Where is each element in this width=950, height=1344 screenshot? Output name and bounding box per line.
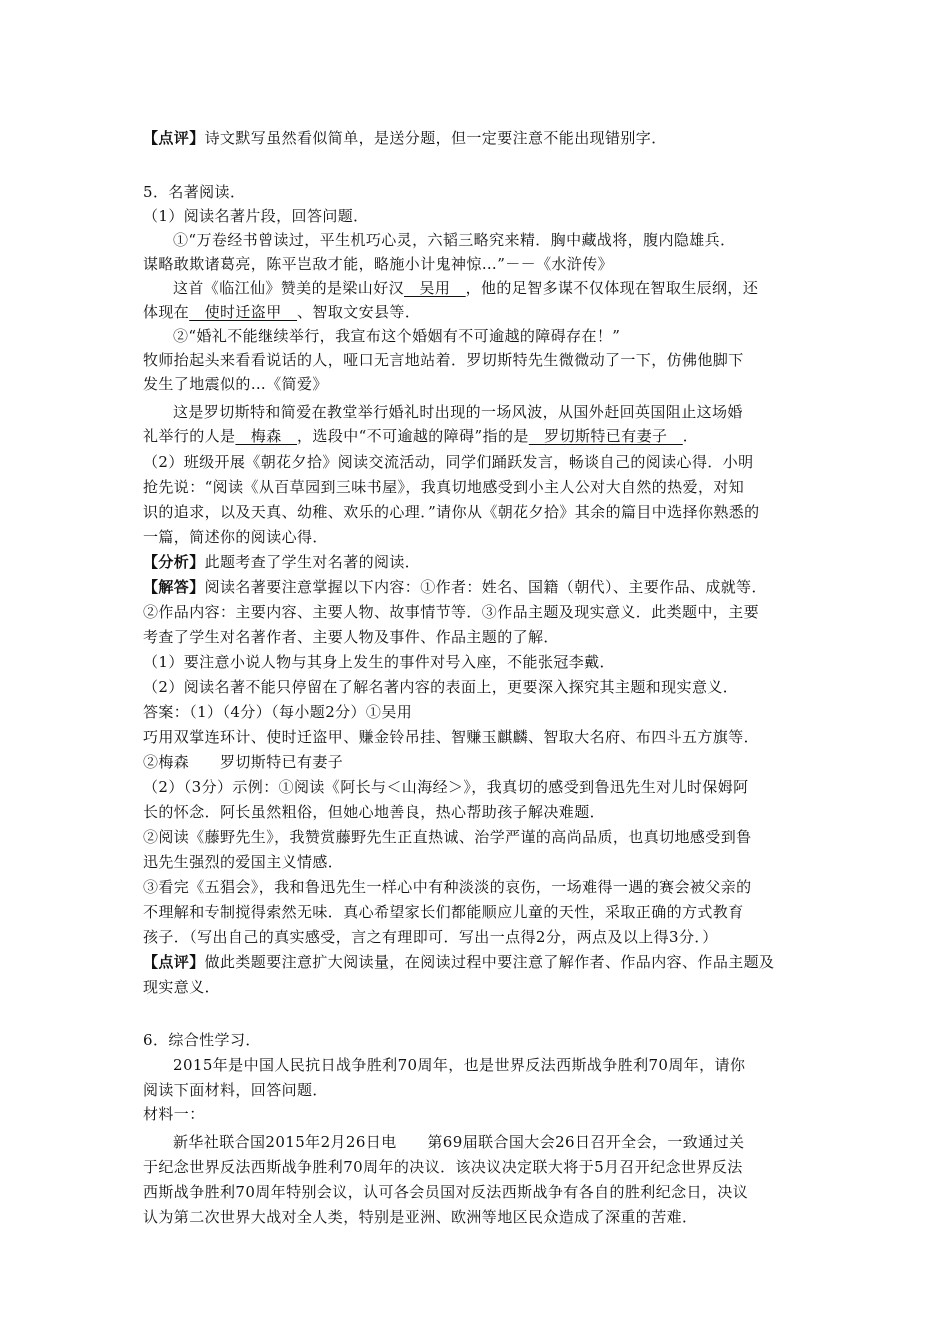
q6-material-line1: 新华社联合国2015年2月26日电 第69届联合国大会26日召开全会，一致通过关 (173, 1133, 745, 1151)
q6-intro-line1: 2015年是中国人民抗日战争胜利70周年，也是世界反法西斯战争胜利70周年，请你 (173, 1056, 746, 1074)
ans-line1: 答案：（1）（4分）（每小题2分）①吴用 (143, 703, 413, 721)
ans-line2: 巧用双掌连环计、使时迁盗甲、赚金铃吊挂、智赚玉麒麟、智取大名府、布四斗五方旗等． (143, 728, 760, 746)
comment2-line2: 现实意义． (143, 978, 221, 996)
q5-question1-line1 (173, 278, 758, 298)
q5-question2-line1: 这是罗切斯特和简爱在教堂举行婚礼时出现的一场风波，从国外赶回英国阻止这场婚 (173, 403, 743, 421)
ans-line3: ②梅森 罗切斯特已有妻子 (143, 753, 344, 771)
ans-line9: 不理解和专制搅得索然无味．真心希望家长们都能顺应儿童的天性，采取正确的方式教育 (143, 903, 744, 921)
comment-text: 诗文默写虽然看似简单，是送分题，但一定要注意不能出现错别字． (204, 129, 667, 147)
q5-part2-line2: 抢先说：“阅读《从百草园到三味书屋》，我真切地感受到小主人公对大自然的热爱，对知 (143, 478, 745, 496)
text: 、智取文安县等． (297, 303, 421, 321)
answer-rochester-wife: 罗切斯特已有妻子 (528, 427, 683, 445)
q6-material-line3: 西斯战争胜利70周年特别会议，认可各会员国对反法西斯战争有各自的胜利纪念日，决议 (143, 1183, 749, 1201)
ans-line10: 孩子．（写出自己的真实感受，言之有理即可．写出一点得2分，两点及以上得3分．） (143, 928, 718, 946)
tip2: （2）阅读名著不能只停留在了解名著内容的表面上，更要深入探究其主题和现实意义． (143, 678, 739, 696)
text: ，选段中“不可逾越的障碍”指的是 (297, 427, 529, 445)
answer-mei-sen: 梅森 (235, 427, 298, 445)
answer-line1 (143, 577, 767, 597)
q6-material-label: 材料一： (143, 1105, 205, 1123)
analysis-line (143, 552, 420, 572)
text: 体现在 (143, 303, 190, 321)
q5-question1-line2 (143, 302, 420, 322)
q6-material-line4: 认为第二次世界大战对全人类，特别是亚洲、欧洲等地区民众造成了深重的苦难． (143, 1208, 698, 1226)
q5-quote2-line1: ②“婚礼不能继续举行，我宣布这个婚姻有不可逾越的障碍存在！” (173, 327, 621, 345)
q6-intro-line2: 阅读下面材料，回答问题． (143, 1081, 328, 1099)
q6-material-line2: 于纪念世界反法西斯战争胜利70周年的决议．该决议决定联大将于5月召开纪念世界反法 (143, 1158, 743, 1176)
answer-line2: ②作品内容：主要内容、主要人物、故事情节等．③作品主题及现实意义．此类题中，主要 (143, 603, 760, 621)
q5-quote2-line3: 发生了地震似的…《简爱》 (143, 375, 328, 393)
analysis-text: 此题考查了学生对名著的阅读． (204, 553, 421, 571)
q5-part2-line4: 一篇，简述你的阅读心得． (143, 528, 328, 546)
ans-line6: ②阅读《藤野先生》，我赞赏藤野先生正直热诚、治学严谨的高尚品质，也真切地感受到鲁 (143, 828, 752, 846)
text: 礼举行的人是 (143, 427, 236, 445)
q5-part1-intro: （1）阅读名著片段，回答问题． (143, 207, 369, 225)
answer-label: 【解答】 (143, 578, 205, 596)
answer-text: 阅读名著要注意掌握以下内容：①作者：姓名、国籍（朝代）、主要作品、成就等． (204, 578, 767, 596)
answer-line3: 考查了学生对名著作者、主要人物及事件、作品主题的了解． (143, 628, 559, 646)
comment-label: 【点评】 (143, 129, 205, 147)
analysis-label: 【分析】 (143, 553, 205, 571)
q5-question2-line2 (143, 426, 698, 446)
comment2-text: 做此类题要注意扩大阅读量，在阅读过程中要注意了解作者、作品内容、作品主题及 (204, 953, 775, 971)
q5-part2-line1: （2）班级开展《朝花夕拾》阅读交流活动，同学们踊跃发言，畅谈自己的阅读心得．小明 (143, 453, 754, 471)
q5-title: 5．名著阅读． (143, 183, 246, 201)
comment2-label: 【点评】 (143, 953, 205, 971)
q5-quote1-line1: ①“万卷经书曾读过，平生机巧心灵，六韬三略究来精．胸中藏战将，腹内隐雄兵． (173, 231, 736, 249)
q5-quote2-line2: 牧师抬起头来看看说话的人，哑口无言地站着．罗切斯特先生微微动了一下，仿佛他脚下 (143, 351, 744, 369)
tip1: （1）要注意小说人物与其身上发生的事件对号入座，不能张冠李戴． (143, 653, 615, 671)
answer-wu-yong: 吴用 (404, 279, 466, 297)
ans-line4: （2）（3分）示例：①阅读《阿长与＜山海经＞》，我真切的感受到鲁迅先生对儿时保姆阿 (143, 778, 749, 796)
text: 这首《临江仙》赞美的是梁山好汉 (173, 279, 405, 297)
ans-line5: 长的怀念．阿长虽然粗俗，但她心地善良，热心帮助孩子解决难题． (143, 803, 606, 821)
ans-line7: 迅先生强烈的爱国主义情感． (143, 853, 344, 871)
text: ． (682, 427, 699, 445)
answer-shi-qian: 使时迁盗甲 (189, 303, 298, 321)
text: ，他的足智多谋不仅体现在智取生辰纲，还 (465, 279, 759, 297)
q5-quote1-line2: 谋略敢欺诸葛亮，陈平岂敌才能，略施小计鬼神惊…”－－《水浒传》 (143, 255, 614, 273)
q5-part2-line3: 识的追求，以及天真、幼稚、欢乐的心理．”请你从《朝花夕拾》其余的篇目中选择你熟悉的 (143, 503, 760, 521)
comment2-line1 (143, 952, 774, 972)
ans-line8: ③看完《五猖会》，我和鲁迅先生一样心中有种淡淡的哀伤，一场难得一遇的赛会被父亲的 (143, 878, 752, 896)
q6-title: 6．综合性学习． (143, 1031, 261, 1049)
comment-line (143, 128, 667, 148)
